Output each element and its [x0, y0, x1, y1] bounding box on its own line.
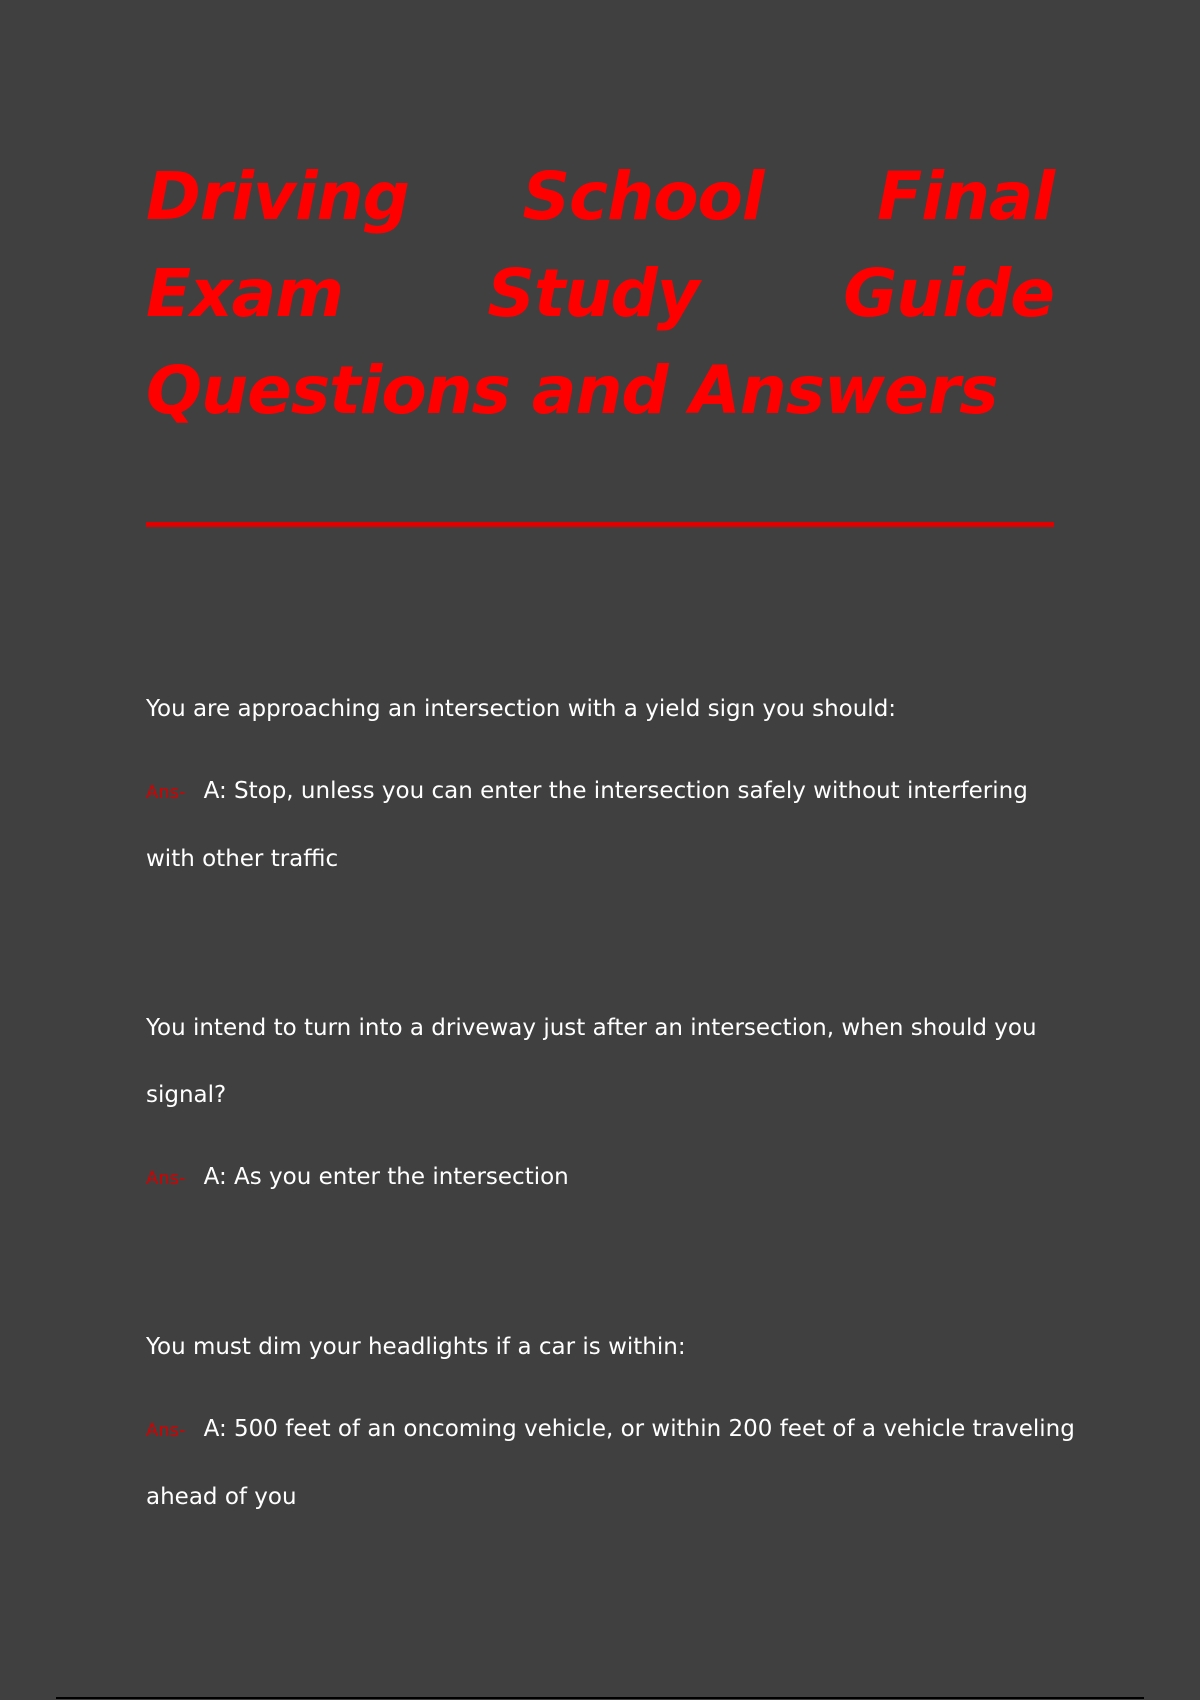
answer-text: A: Stop, unless you can enter the intersection safely without interfering with other traffic — [146, 778, 1028, 872]
title-divider — [146, 522, 1054, 527]
document-title: Driving School Final Exam Study Guide Questions and Answers — [146, 158, 1054, 429]
question-text: You are approaching an intersection with a yield sign you should: — [146, 696, 897, 722]
qa-item-3 — [146, 1314, 1076, 1531]
answer-tag: Ans- — [146, 1168, 186, 1189]
question-text: You must dim your headlights if a car is within: — [146, 1334, 686, 1360]
answer-tag: Ans- — [146, 1420, 186, 1441]
qa-item-2 — [146, 995, 1076, 1212]
qa-item-1 — [146, 676, 1076, 893]
answer-line — [146, 1396, 1076, 1531]
answer-text: A: As you enter the intersection — [203, 1164, 569, 1190]
answer-line — [146, 758, 1076, 893]
answer-line — [146, 1144, 1076, 1212]
question-text: You intend to turn into a driveway just after an intersection, when should you signal? — [146, 1015, 1037, 1108]
page-bottom-rule — [56, 1697, 1144, 1699]
answer-tag: Ans- — [146, 782, 186, 803]
answer-text: A: 500 feet of an oncoming vehicle, or within 200 feet of a vehicle traveling ahead of you — [146, 1416, 1075, 1510]
